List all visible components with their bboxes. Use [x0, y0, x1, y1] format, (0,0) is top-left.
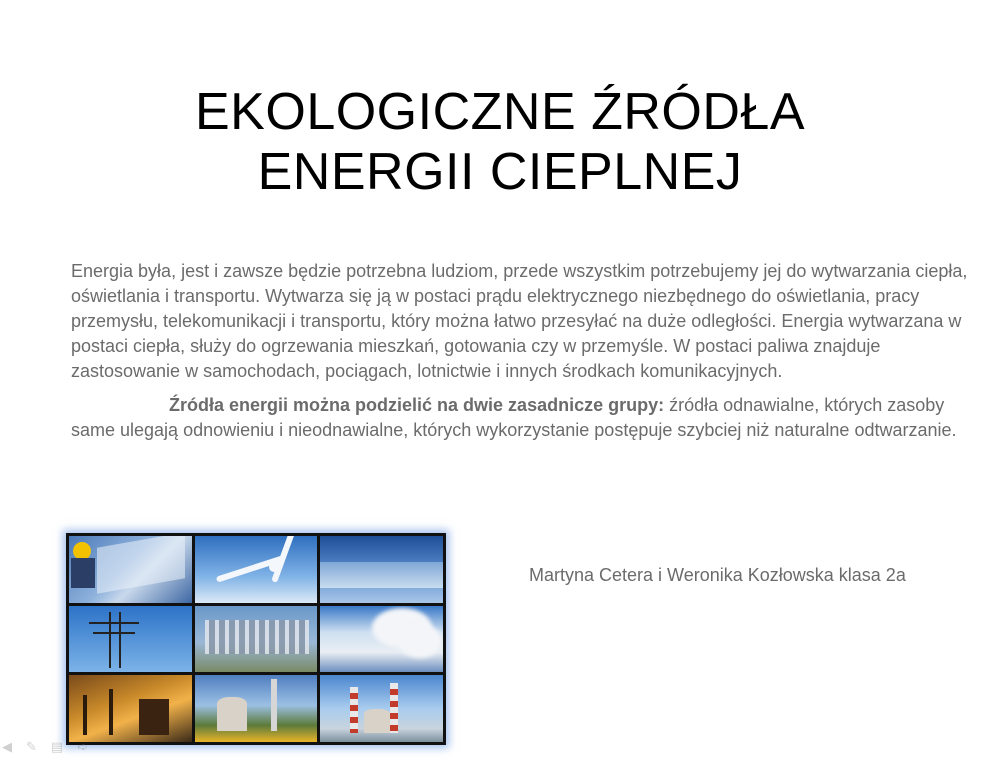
collage-tile-refinery-night — [69, 675, 192, 742]
prev-slide-icon[interactable]: ◀ — [2, 739, 12, 755]
menu-icon[interactable]: ▤ — [50, 739, 64, 755]
body-paragraph-2-bold: Źródła energii można podzielić na dwie zasadnicze grupy: — [169, 395, 665, 415]
title-line-1: EKOLOGICZNE ŹRÓDŁA — [195, 83, 805, 141]
slide-title — [60, 82, 940, 202]
title-line-2: ENERGII CIEPLNEJ — [257, 143, 743, 201]
collage-tile-cooling-towers — [195, 675, 318, 742]
collage-tile-engineer — [69, 536, 192, 603]
slide-body — [71, 259, 971, 443]
body-paragraph-2-text: źródła odnawialne, których zasoby same ulegają odnowieniu i nieodnawialne, których wykorzystanie postępuje szybciej niż naturalne odtwarzanie. — [71, 395, 957, 440]
authors-credit: Martyna Cetera i Weronika Kozłowska klasa 2a — [529, 565, 906, 585]
collage-tile-smoke-stacks — [320, 606, 443, 673]
body-paragraph-1: Energia była, jest i zawsze będzie potrzebna ludziom, przede wszystkim potrzebujemy jej do wytwarzania ciepła, oświetlania i transportu. Wytwarza się ją w postaci prądu elektrycznego niezbędnego do oświetlania, pracy przemysłu, telekomunikacji i transportu, który można łatwo przesyłać na duże odległości. Energia wytwarzana w postaci ciepła, służy do ogrzewania mieszkań, gotowania czy w przemyśle. W postaci paliwa znajduje zastosowanie w samochodach, pociągach, lotnictwie i innych środkach komunikacyjnych. — [71, 261, 968, 381]
pen-icon[interactable]: ✎ — [26, 739, 37, 755]
next-slide-icon[interactable]: ➪ — [77, 739, 89, 755]
collage-tile-wind-turbine — [195, 536, 318, 603]
collage-tile-power-plant — [320, 675, 443, 742]
collage-tile-substation — [195, 606, 318, 673]
energy-photo-collage — [66, 533, 446, 745]
collage-tile-solar-panel — [320, 536, 443, 603]
body-paragraph-2 — [71, 393, 971, 443]
collage-tile-power-lines — [69, 606, 192, 673]
slideshow-nav-toolbar — [2, 738, 112, 756]
